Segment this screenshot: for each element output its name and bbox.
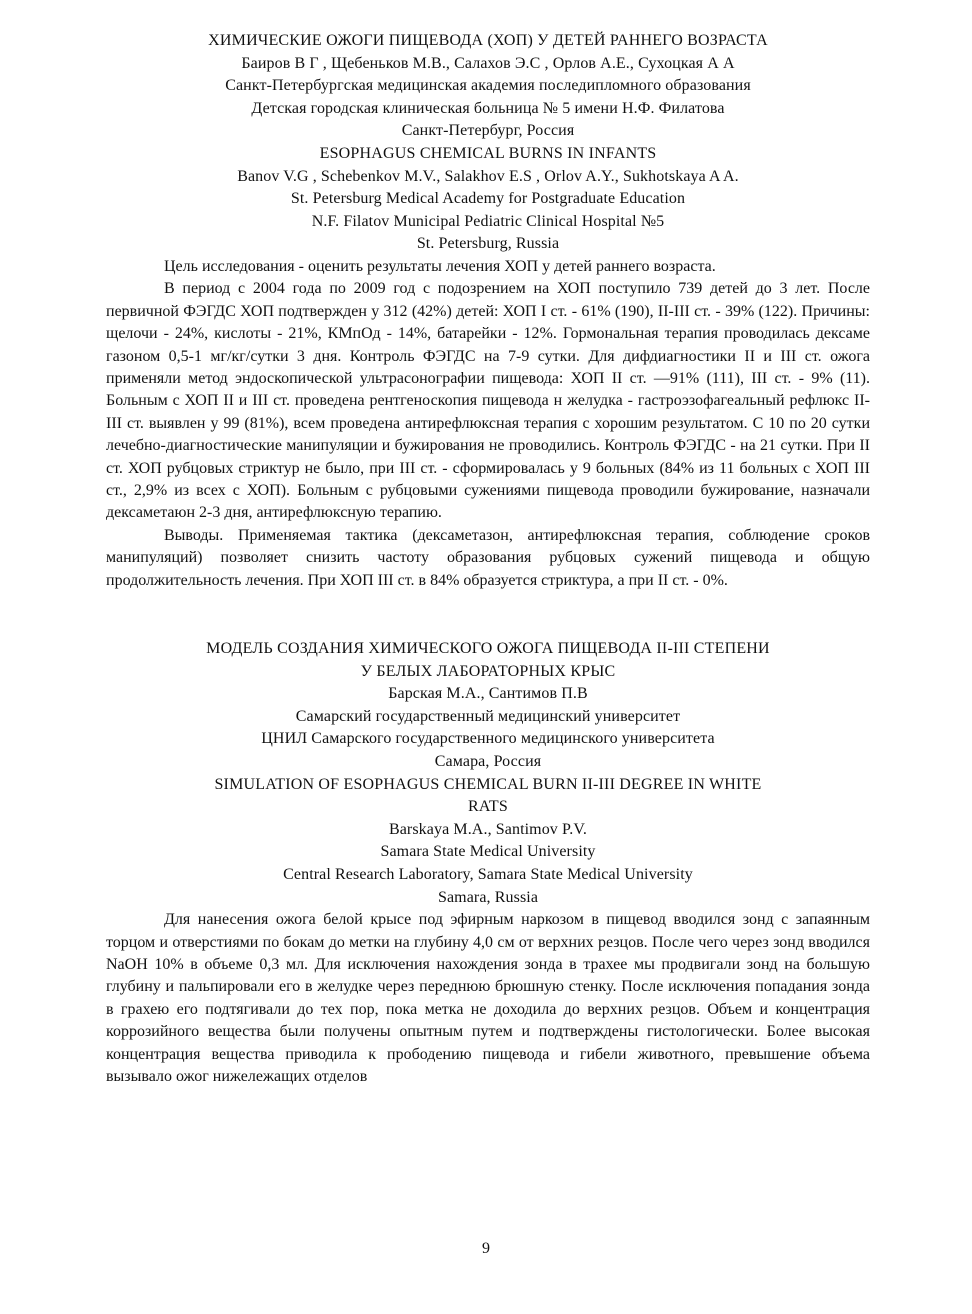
article-2-title-ru-line-1: МОДЕЛЬ СОЗДАНИЯ ХИМИЧЕСКОГО ОЖОГА ПИЩЕВОДА II-III СТЕПЕНИ: [206, 640, 770, 658]
article-1-title-ru: ХИМИЧЕСКИЕ ОЖОГИ ПИЩЕВОДА (ХОП) У ДЕТЕЙ РАННЕГО ВОЗРАСТА: [208, 32, 768, 49]
article-2: [106, 638, 870, 1088]
article-2-title-en-line-2: RATS: [468, 798, 508, 816]
document-page: [106, 30, 870, 1088]
article-1-city-ru: Санкт-Петербург, Россия: [401, 122, 575, 140]
article-2-affiliation-ru-2: ЦНИЛ Самарского государственного медицинского университета: [261, 730, 715, 748]
article-2-city-en: Samara, Russia: [437, 888, 539, 906]
article-1-paragraph-conclusions: Выводы. Применяемая тактика (дексаметазон, антирефлюксная терапия, соблюдение сроков манипуляций) позволяет снизить частоту образования рубцовых сужений пищевода и общую продолжительность лечения. При ХОП III ст. в 84% образуется стриктура, а при II ст. - 0%.: [106, 526, 870, 589]
article-1-affiliation-ru-1: Санкт-Петербургская медицинская академия последипломного образования: [225, 77, 751, 95]
article-1-title-en: ESOPHAGUS CHEMICAL BURNS IN INFANTS: [319, 144, 657, 162]
article-2-paragraph-methods: Для нанесения ожога белой крысе под эфирным наркозом в пищевод вводился зонд с запаянным торцом и отверстиями по бокам до метки на глубину 4,0 см от верхних резцов. После чего через зонд вводился NaOH 10% в объеме 0,3 мл. Для исключения нахождения зонда в трахее мы продвигали зонд на большую глубину и пальпировали его в желудке через переднюю брюшную стенку. После исключения попадания зонда в грахею его подтягивали до тех пор, пока метка не доходила до верхних резцов. Объем и концентрация коррозийного вещества были получены опытным путем и подтверждены гистологически. Более высокая концентрация вещества приводила к прободению пищевода и гибели животного, превышение объема вызывало ожог нижележащих отделов: [106, 911, 870, 1085]
article-1-authors-en: Banov V.G , Schebenkov M.V., Salakhov E.S , Orlov A.Y., Sukhotskaya A A.: [237, 167, 739, 185]
article-1-paragraph-aim: Цель исследования - оценить результаты лечения ХОП у детей раннего возраста.: [164, 257, 716, 275]
article-1-affiliation-en-1: St. Petersburg Medical Academy for Postgraduate Education: [290, 190, 686, 208]
article-1-city-en: St. Petersburg, Russia: [416, 235, 560, 253]
article-2-title-en-line-1: SIMULATION OF ESOPHAGUS CHEMICAL BURN II-III DEGREE IN WHITE: [214, 775, 762, 793]
article-2-affiliation-en-1: Samara State Medical University: [380, 843, 596, 861]
article-2-affiliation-ru-1: Самарский государственный медицинский университет: [295, 707, 681, 725]
article-2-city-ru: Самара, Россия: [434, 753, 542, 770]
article-1-affiliation-en-2: N.F. Filatov Municipal Pediatric Clinical Hospital №5: [311, 212, 665, 230]
article-2-authors-ru: Барская М.А., Сантимов П.В: [388, 685, 588, 703]
article-2-authors-en: Barskaya M.A., Santimov P.V.: [388, 820, 588, 838]
article-1-authors-ru: Баиров В Г , Щебеньков М.В., Салахов Э.С , Орлов А.Е., Сухоцкая А А: [241, 54, 735, 72]
article-2-title-ru-line-2: У БЕЛЫХ ЛАБОРАТОРНЫХ КРЫС: [360, 662, 616, 680]
page-number: 9: [482, 1240, 490, 1257]
article-1-paragraph-methods: В период с 2004 года по 2009 год с подозрением на ХОП поступило 739 детей до 3 лет. После первичной ФЭГДС ХОП подтвержден у 312 (42%) детей: ХОП I ст. - 61% (190), II-III ст. - 39% (122). Причины: щелочи - 24%, кислоты - 21%, КМпОд - 14%, батарейки - 12%. Гормональная терапия проводилась дексаме газоном 0,5-1 мг/кг/сутки 3 дня. Контроль ФЭГДС на 7-9 сутки. Для дифдиагностики II и III ст. ожога применяли метод эндоскопической ультрасонографии пищевода: ХОП II ст. —91% (111), III ст. - 9% (11). Больным с ХОП II и III ст. проведена рентгеноскопия пищевода н желудка - гастроэзофагеальный рефлюкс II-III ст. выявлен у 99 (81%), всем проведена антирефлюксная терапия с хорошим результатом. С 10 по 20 сутки лечебно-диагностические манипуляции и бужирования не проводились. Контроль ФЭГДС - на 21 сутки. При II ст. ХОП рубцовых стриктур не было, при III ст. - сформировалась у 9 больных (84% из 11 больных с ХОП III ст., 2,9% из всех с ХОП). Больным с рубцовыми сужениями пищевода проводили бужирование, назначали дексаметаюн 2-3 дня, антирефлюксную терапию.: [106, 280, 870, 522]
article-2-affiliation-en-2: Central Research Laboratory, Samara State Medical University: [283, 865, 693, 883]
article-1: [106, 30, 870, 592]
article-1-affiliation-ru-2: Детская городская клиническая больница № 5 имени Н.Ф. Филатова: [251, 99, 725, 117]
